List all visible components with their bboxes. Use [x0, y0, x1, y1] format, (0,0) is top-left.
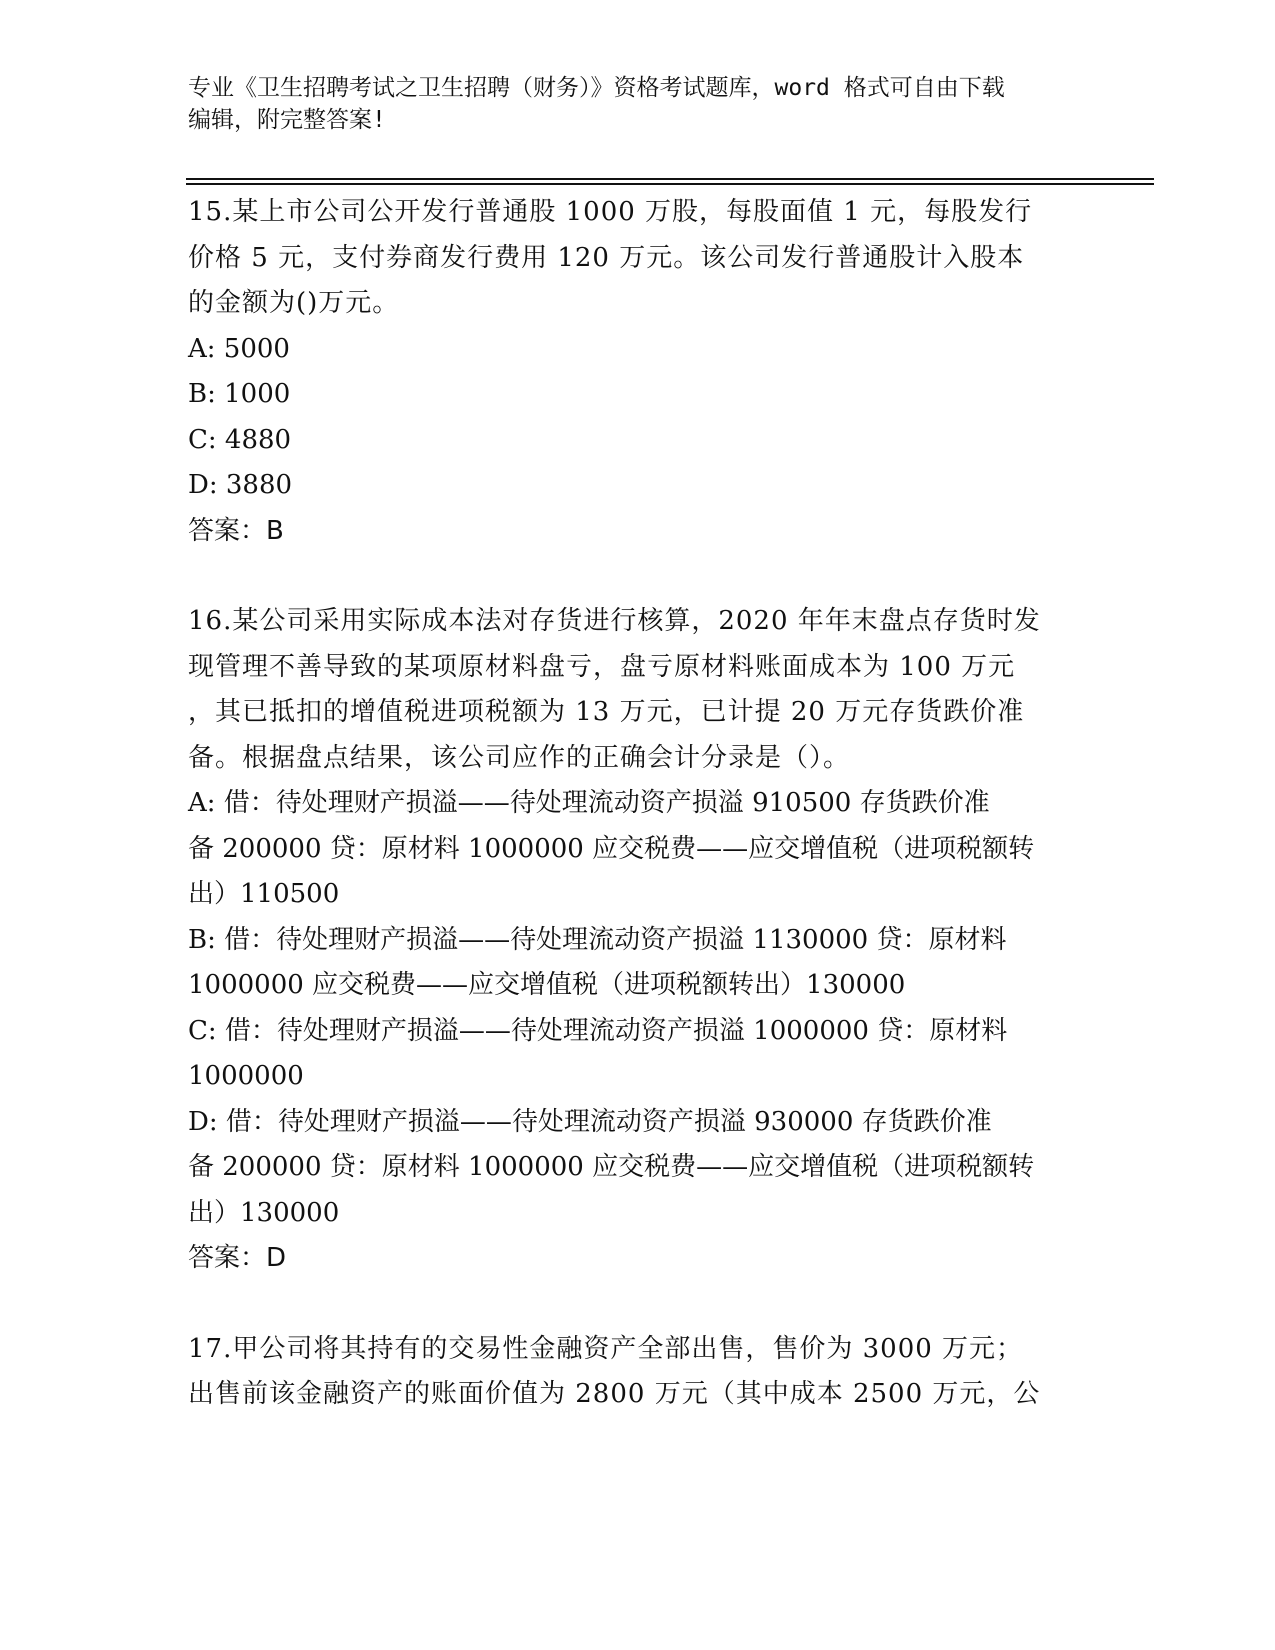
document-header [188, 72, 1088, 136]
header-line: 编辑，附完整答案! [188, 107, 386, 133]
question-stem-line: 现管理不善导致的某项原材料盘亏，盘亏原材料账面成本为 100 万元 [188, 651, 1016, 682]
header-line: 专业《卫生招聘考试之卫生招聘（财务）》资格考试题库，word 格式可自由下载 [188, 75, 1005, 101]
question-spacer [188, 554, 1088, 599]
option-line: A: 借：待处理财产损溢——待处理流动资产损溢 910500 存货跌价准 [188, 788, 990, 818]
option-line: 1000000 [188, 1061, 304, 1091]
option-line: D: 借：待处理财产损溢——待处理流动资产损溢 930000 存货跌价准 [188, 1106, 992, 1137]
question-stem-line: 17.甲公司将其持有的交易性金融资产全部出售，售价为 3000 万元； [188, 1333, 1024, 1364]
option-line: 出）130000 [188, 1197, 340, 1228]
option-a [188, 781, 1088, 918]
answer-label: 答案：B [188, 515, 284, 546]
header-divider [186, 183, 1154, 185]
option-line: 备 200000 贷：原材料 1000000 应交税费——应交增值税（进项税额转 [188, 833, 1035, 864]
question-stem-line: 价格 5 元，支付券商发行费用 120 万元。该公司发行普通股计入股本 [188, 242, 1025, 273]
option-b: B: 1000 [188, 379, 291, 409]
question-15 [188, 190, 1088, 554]
question-17 [188, 1327, 1088, 1418]
question-16 [188, 599, 1088, 1282]
option-d [188, 1100, 1088, 1237]
option-line: B: 借：待处理财产损溢——待处理流动资产损溢 1130000 贷：原材料 [188, 924, 1007, 955]
option-line: 1000000 应交税费——应交增值税（进项税额转出）130000 [188, 970, 906, 1000]
question-list [188, 190, 1088, 1418]
question-stem-line: 16.某公司采用实际成本法对存货进行核算，2020 年年末盘点存货时发 [188, 606, 1041, 636]
option-line: 出）110500 [188, 879, 340, 909]
option-b [188, 918, 1088, 1009]
option-a: A: 5000 [188, 333, 290, 364]
option-c: C: 4880 [188, 424, 292, 455]
question-stem-line: 出售前该金融资产的账面价值为 2800 万元（其中成本 2500 万元，公 [188, 1379, 1041, 1409]
question-spacer [188, 1282, 1088, 1327]
option-line: C: 借：待处理财产损溢——待处理流动资产损溢 1000000 贷：原材料 [188, 1015, 1008, 1046]
question-stem-line: 15.某上市公司公开发行普通股 1000 万股，每股面值 1 元，每股发行 [188, 197, 1033, 227]
question-stem-line: 备。根据盘点结果，该公司应作的正确会计分录是（）。 [188, 742, 851, 773]
option-line: 备 200000 贷：原材料 1000000 应交税费——应交增值税（进项税额转 [188, 1152, 1035, 1182]
question-stem-line: 的金额为()万元。 [188, 288, 400, 318]
option-d: D: 3880 [188, 470, 293, 500]
option-c [188, 1009, 1088, 1100]
question-stem-line: ，其已抵扣的增值税进项税额为 13 万元，已计提 20 万元存货跌价准 [188, 697, 1025, 727]
header-divider [186, 178, 1154, 180]
answer-label: 答案：D [188, 1243, 287, 1273]
